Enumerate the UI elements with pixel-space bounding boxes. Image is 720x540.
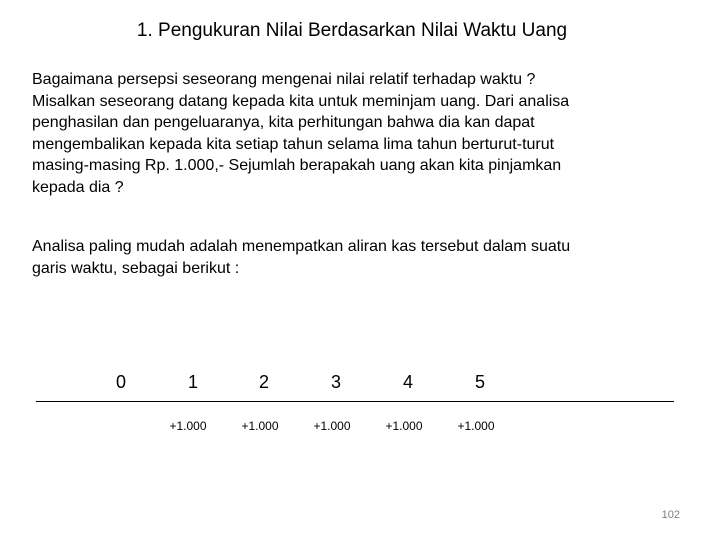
timeline-period-5: 5	[474, 372, 485, 392]
timeline-cash-flow-1: +1.000	[169, 419, 207, 433]
slide-title: 1. Pengukuran Nilai Berdasarkan Nilai Waktu Uang	[136, 20, 568, 41]
timeline-period-0: 0	[115, 372, 126, 392]
paragraph-line: Analisa paling mudah adalah menempatkan aliran kas tersebut dalam suatu	[32, 238, 571, 255]
timeline-period-2: 2	[258, 372, 269, 392]
paragraph-line: masing-masing Rp. 1.000,- Sejumlah berapakah uang akan kita pinjamkan	[32, 157, 562, 174]
timeline-axis-line	[36, 401, 674, 402]
timeline-period-1: 1	[187, 372, 198, 392]
paragraph-line: mengembalikan kepada kita setiap tahun selama lima tahun berturut-turut	[32, 135, 555, 153]
timeline-cash-flow-2: +1.000	[241, 419, 279, 433]
paragraph-line: Misalkan seseorang datang kepada kita untuk meminjam uang. Dari analisa	[32, 92, 570, 110]
timeline-period-3: 3	[330, 372, 341, 392]
timeline-cash-flow-4: +1.000	[385, 419, 423, 433]
paragraph-line: garis waktu, sebagai berikut :	[32, 259, 240, 277]
page-number: 102	[661, 509, 680, 521]
timeline-cash-flow-3: +1.000	[313, 419, 351, 433]
paragraph-line: penghasilan dan pengeluaranya, kita perhitungan bahwa dia kan dapat	[32, 114, 535, 131]
paragraph-line: kepada dia ?	[32, 178, 124, 196]
timeline-period-4: 4	[402, 372, 413, 392]
timeline-cash-flow-5: +1.000	[457, 419, 495, 433]
paragraph-line: Bagaimana persepsi seseorang mengenai nilai relatif terhadap waktu ?	[32, 71, 536, 88]
